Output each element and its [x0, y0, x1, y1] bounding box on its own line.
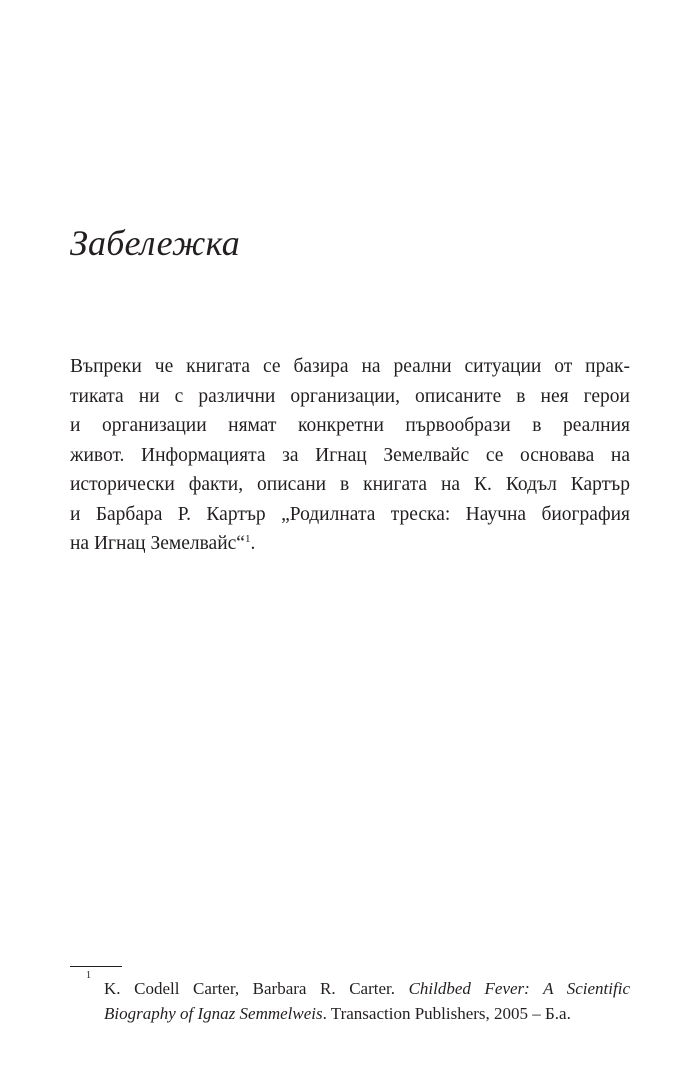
footnote-marker: 1	[86, 970, 91, 981]
footnote-reference: 1	[244, 533, 251, 545]
paragraph-line-7	[70, 529, 630, 559]
footnote-line-2	[104, 1001, 630, 1026]
footnote-divider	[70, 966, 122, 967]
paragraph-line-3: и организации нямат конкретни първообрази в реалния	[70, 415, 630, 436]
paragraph-line-2: тиката ни с различни организации, описаните в нея герои	[70, 385, 630, 407]
paragraph-line-4: живот. Информацията за Игнац Земелвайс се основава на	[70, 444, 630, 466]
paragraph-end-punctuation: .	[250, 533, 256, 554]
footnote-title-part-1: Childbed Fever: A Scientific	[408, 979, 630, 998]
paragraph-line-5: исторически факти, описани в книгата на К. Кодъл Картър	[70, 474, 630, 495]
footnote-authors: K. Codell Carter, Barbara R. Carter.	[104, 979, 409, 998]
footnote-line-1	[104, 976, 630, 1001]
footnote-title-part-2: Biography of Ignaz Semmelweis	[104, 1004, 323, 1023]
footnote	[70, 970, 630, 1026]
paragraph-line-1: Въпреки че книгата се базира на реални ситуации от прак-	[70, 356, 630, 377]
footnote-publisher: . Transaction Publishers, 2005 – Б.а.	[322, 1004, 571, 1023]
page-title: Забележка	[70, 223, 240, 263]
note-paragraph	[70, 352, 630, 559]
paragraph-line-7-text: на Игнац Земелвайс“	[70, 533, 245, 554]
paragraph-line-6: и Барбара Р. Картър „Родилната треска: Научна биография	[70, 503, 630, 525]
